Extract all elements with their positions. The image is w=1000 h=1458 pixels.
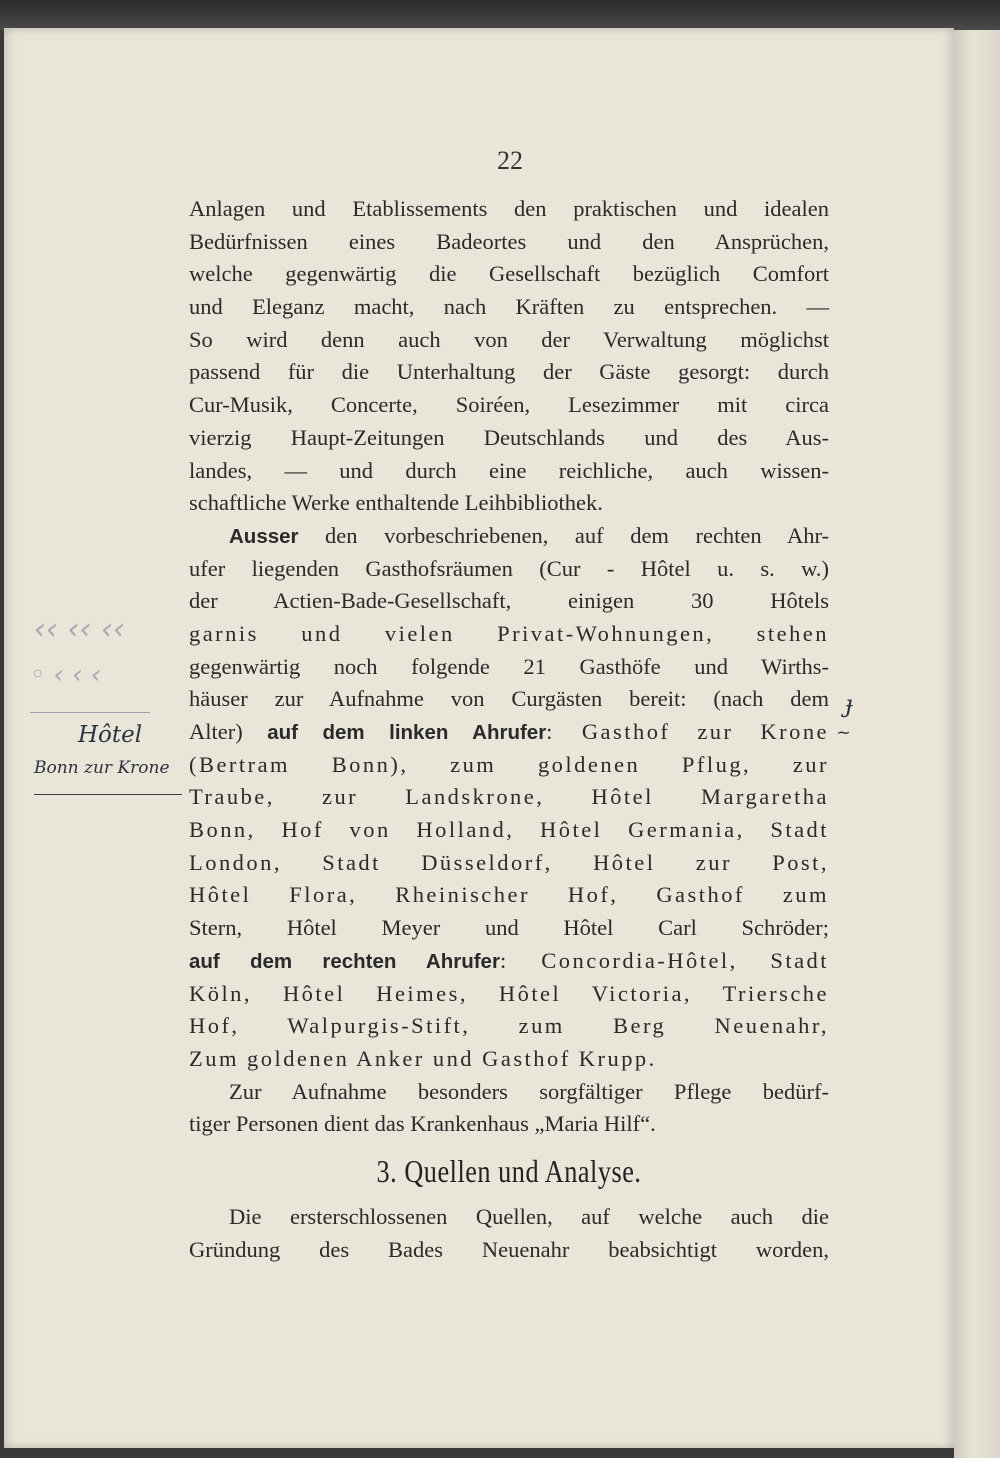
text-line: tiger Personen dient das Krankenhaus „Maria Hilf“.	[189, 1111, 656, 1137]
text-line: gegenwärtig noch folgende 21 Gasthöfe und Wirths-	[189, 653, 829, 679]
text-line: Anlagen und Etablissements den praktischen und idealen	[189, 196, 829, 221]
text-line: Bonn, Hof von Holland, Hôtel Germania, Stadt	[189, 817, 829, 843]
body-text	[189, 193, 829, 1266]
pencil-scribble: ‹‹ ‹‹ ‹‹	[34, 612, 126, 647]
text-line: vierzig Haupt-Zeitungen Deutschlands und des Aus-	[189, 424, 829, 450]
next-page-edge	[954, 30, 1000, 1458]
text-line: auf dem rechten Ahrufer: Concordia-Hôtel, Stadt	[189, 947, 830, 973]
text-line: ufer liegenden Gasthofsräumen (Cur - Hôtel u. s. w.)	[189, 555, 829, 581]
text-line: landes, — und durch eine reichliche, auch wissen-	[189, 457, 829, 483]
page-number: 22	[497, 146, 523, 175]
text-line: Alter) auf dem linken Ahrufer: Gasthof zur Krone	[189, 719, 829, 744]
handwritten-underline	[34, 794, 182, 795]
text-line: Köln, Hôtel Heimes, Hôtel Victoria, Triersche	[189, 980, 829, 1006]
text-line: Hôtel Flora, Rheinischer Hof, Gasthof zum	[189, 882, 829, 908]
margin-check-mark: ɟ	[845, 690, 853, 718]
text-line: Stern, Hôtel Meyer und Hôtel Carl Schröder;	[189, 915, 829, 941]
text-line: Traube, zur Landskrone, Hôtel Margaretha	[189, 784, 829, 810]
pencil-scribble: ◦ ‹ ‹ ‹	[30, 660, 102, 690]
text-line: Zur Aufnahme besonders sorgfältiger Pflege bedürf-	[229, 1078, 829, 1104]
text-line: Die ersterschlossenen Quellen, auf welche auch die	[229, 1203, 829, 1229]
section-heading: 3. Quellen und Analyse.	[376, 1152, 642, 1189]
text-line: Zum goldenen Anker und Gasthof Krupp.	[189, 1045, 657, 1071]
text-line: Hof, Walpurgis-Stift, zum Berg Neuenahr,	[189, 1013, 829, 1039]
text-line: passend für die Unterhaltung der Gäste gesorgt: durch	[189, 359, 829, 385]
text-line: welche gegenwärtig die Gesellschaft bezüglich Comfort	[189, 261, 829, 287]
text-line: Gründung des Bades Neuenahr beabsichtigt worden,	[189, 1236, 829, 1262]
text-line: häuser zur Aufnahme von Curgästen bereit: (nach dem	[189, 686, 829, 712]
handwritten-hotel-note: Hôtel	[78, 722, 143, 748]
pencil-line	[30, 712, 150, 713]
text-line: Ausser den vorbeschriebenen, auf dem rechten Ahr-	[229, 522, 829, 548]
text-line: (Bertram Bonn), zum goldenen Pflug, zur	[189, 751, 829, 777]
text-line: London, Stadt Düsseldorf, Hôtel zur Post,	[189, 849, 829, 875]
margin-wave-mark: ~	[836, 722, 852, 743]
text-line: schaftliche Werke enthaltende Leihbibliothek.	[189, 490, 603, 516]
text-line: Cur-Musik, Concerte, Soiréen, Lesezimmer mit circa	[189, 392, 829, 418]
text-line: der Actien-Bade-Gesellschaft, einigen 30 Hôtels	[189, 588, 829, 614]
scan-background	[0, 0, 1000, 30]
handwritten-bonn-note: Bonn zur Krone	[34, 758, 170, 778]
text-line: Bedürfnissen eines Badeortes und den Ansprüchen,	[189, 228, 829, 254]
text-line: und Eleganz macht, nach Kräften zu entsprechen. —	[189, 294, 829, 320]
text-line: So wird denn auch von der Verwaltung möglichst	[189, 326, 829, 352]
text-line: garnis und vielen Privat-Wohnungen, stehen	[189, 620, 829, 646]
